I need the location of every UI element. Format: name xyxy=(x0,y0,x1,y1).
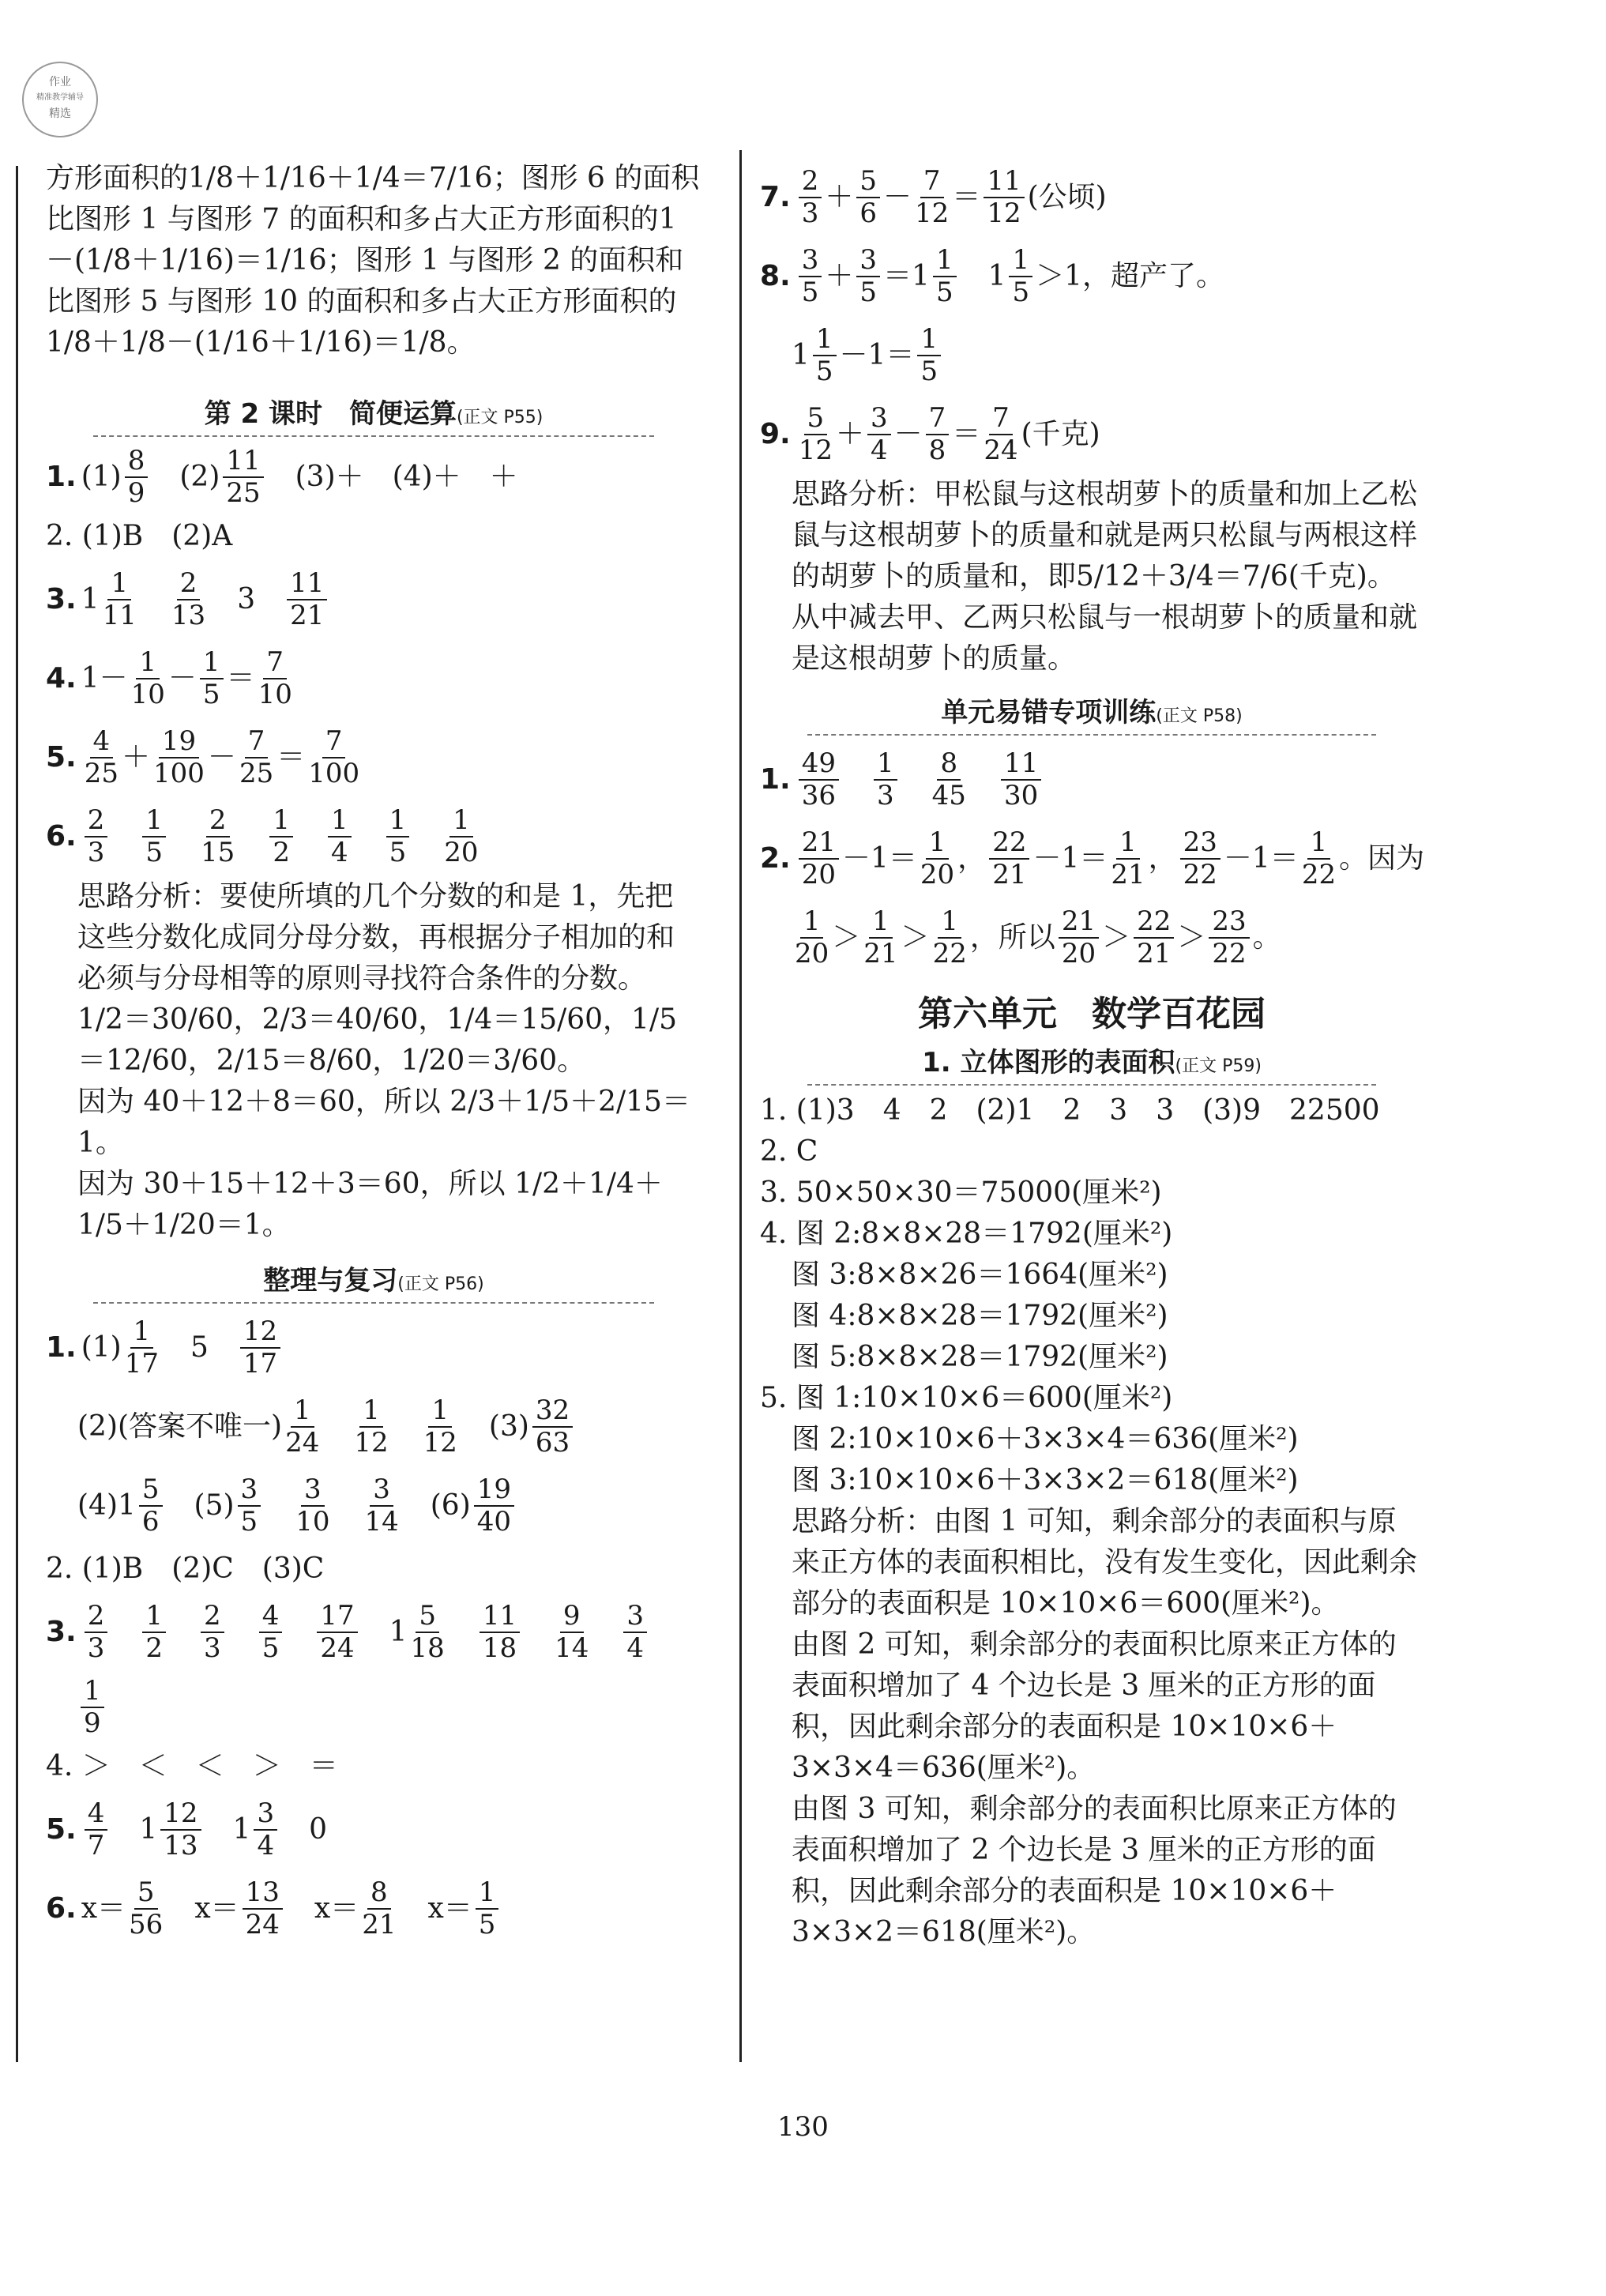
analysis-9: 思路分析：甲松鼠与这根胡萝卜的质量和加上乙松鼠与这根胡萝卜的质量和就是两只松鼠与两根这样的胡萝卜的质量和，即5/12＋3/4＝7/6(千克)。从中减去甲、乙两只松鼠与一根胡萝卜的质量和就是这根胡萝卜的质量。 xyxy=(792,478,1418,675)
answer-8: 8. 3 5 ＋ 3 5 ＝1 1 5 1 1 5 ＞1， 超产了。 xyxy=(760,243,1225,308)
answer-7: 7. 2 3 ＋ 5 6 － 7 12 ＝ 11 12 (公顷) xyxy=(760,164,1107,229)
review-4: 4. ＞ ＜ ＜ ＞ ＝ xyxy=(46,1750,338,1782)
answer-6: 6. 2 3 1 5 2 15 1 2 1 4 1 5 1 20 xyxy=(46,804,479,868)
fraction-conversion: 1/2＝30/60，2/3＝40/60，1/4＝15/60，1/5＝12/60，2/15＝8/60，1/20＝3/60。 xyxy=(77,1003,677,1077)
surface-4c: 图 4:8×8×28＝1792(厘米²) xyxy=(792,1300,1168,1332)
surface-analysis-3: 由图 3 可知，剩余部分的表面积比原来正方体的表面积增加了 2 个边长是 3 厘米的正方形的面积，因此剩余部分的表面积是 10×10×6＋3×3×2＝618(厘米²)。 xyxy=(792,1793,1397,1948)
surface-4b: 图 3:8×8×26＝1664(厘米²) xyxy=(792,1259,1168,1291)
section-title-lesson2: 第 2 课时 简便运算(正文 P55) xyxy=(93,392,654,437)
center-rule xyxy=(739,150,742,2062)
surface-2: 2. C xyxy=(760,1135,818,1168)
because-line-2: 因为 30＋15＋12＋3＝60，所以 1/2＋1/4＋1/5＋1/20＝1。 xyxy=(77,1168,663,1241)
review-6: 6. x＝ 5 56 x＝ 13 24 x＝ 8 21 x＝ 1 5 xyxy=(46,1869,701,1948)
surface-1: 1. (1)3 4 2 (2)1 2 3 3 (3)9 22500 xyxy=(760,1094,1380,1127)
error-1: 1. 49 36 1 3 8 45 11 30 xyxy=(760,740,1424,819)
surface-5b: 图 2:10×10×6＋3×3×4＝636(厘米²) xyxy=(792,1423,1299,1455)
unit-title: 第六单元 数学百花园 xyxy=(918,994,1266,1034)
intro-text: 方形面积的1/8＋1/16＋1/4＝7/16；图形 6 的面积比图形 1 与图形 7 的面积和多占大正方形面积的1－(1/8＋1/16)＝1/16；图形 1 与图形 2 的面积和比图形 5 与图形 10 的面积和多占大正方形面积的1/8＋1/8－(1/16＋1/16)＝1/8。 xyxy=(46,162,700,359)
surface-3: 3. 50×50×30＝75000(厘米²) xyxy=(760,1176,1162,1209)
review-1a: 1. (1) 1 17 5 12 17 xyxy=(46,1308,701,1387)
section-title-surface: 1. 立体图形的表面积(正文 P59) xyxy=(807,1041,1376,1086)
answer-3: 3. 1 1 11 2 13 3 11 21 xyxy=(46,560,701,639)
stamp-logo: 作业 精准教学辅导 精选 xyxy=(22,62,98,137)
right-column xyxy=(760,158,1424,1953)
left-column xyxy=(46,158,701,1948)
answer-4: 4. 1－ 1 10 － 1 5 ＝ 7 10 xyxy=(46,646,292,710)
because-line-1: 因为 40＋12＋8＝60，所以 2/3＋1/5＋2/15＝1。 xyxy=(77,1086,690,1159)
answer-9: 9. 5 12 ＋ 3 4 － 7 8 ＝ 7 24 (千克) xyxy=(760,401,1100,466)
section-title-review: 整理与复习(正文 P56) xyxy=(93,1259,654,1304)
review-2: 2. (1)B (2)C (3)C xyxy=(46,1553,325,1585)
surface-analysis-2: 由图 2 可知，剩余部分的表面积比原来正方体的表面积增加了 4 个边长是 3 厘米的正方形的面积，因此剩余部分的表面积是 10×10×6＋3×3×4＝636(厘米²)。 xyxy=(792,1628,1397,1784)
review-3b: 1 9 xyxy=(46,1672,701,1743)
review-1b: (2)(答案不唯一) 1 24 1 12 1 12 (3) 32 63 xyxy=(46,1387,701,1466)
analysis-text: 思路分析：要使所填的几个分数的和是 1，先把这些分数化成同分母分数，再根据分子相加的和必须与分母相等的原则寻找符合条件的分数。 xyxy=(77,880,675,995)
answer-2: 2. (1)B (2)A xyxy=(46,520,233,552)
surface-4d: 图 5:8×8×28＝1792(厘米²) xyxy=(792,1341,1168,1373)
surface-analysis-1: 思路分析：由图 1 可知，剩余部分的表面积与原来正方体的表面积相比，没有发生变化，因此剩余部分的表面积是 10×10×6＝600(厘米²)。 xyxy=(792,1505,1418,1620)
surface-5c: 图 3:10×10×6＋3×3×2＝618(厘米²) xyxy=(792,1464,1299,1496)
page-number: 130 xyxy=(777,2111,829,2143)
review-5: 5. 4 7 1 12 13 1 3 4 0 xyxy=(46,1797,327,1861)
surface-5a: 5. 图 1:10×10×6＝600(厘米²) xyxy=(760,1382,1173,1414)
error-2b: 1 20 ＞ 1 21 ＞ 1 22 ，所以 21 20 ＞ 22 21 ＞ 23 22 。 xyxy=(795,905,1281,969)
surface-4a: 4. 图 2:8×8×28＝1792(厘米²) xyxy=(760,1218,1173,1250)
left-rule xyxy=(16,166,18,2062)
answer-1: 1. (1) 8 9 (2) 11 25 (3)＋ (4)＋ ＋ xyxy=(46,444,518,509)
section-title-errors: 单元易错专项训练(正文 P58) xyxy=(807,691,1376,736)
review-3: 3. 2 3 1 2 2 3 4 5 17 24 1 5 18 11 18 9 14 3 4 xyxy=(46,1593,701,1672)
review-1c: (4)1 5 6 (5) 3 5 3 10 3 14 (6) 19 40 xyxy=(46,1466,701,1545)
answer-5: 5. 4 25 ＋ 19 100 － 7 25 ＝ 7 100 xyxy=(46,725,360,789)
error-2: 2. 21 20 －1＝ 1 20 ， 22 21 －1＝ 1 21 ， 23 22 －1＝ 1 22 。 因为 xyxy=(760,826,1425,890)
answer-8b: 1 1 5 －1＝ 1 5 xyxy=(760,316,1424,395)
